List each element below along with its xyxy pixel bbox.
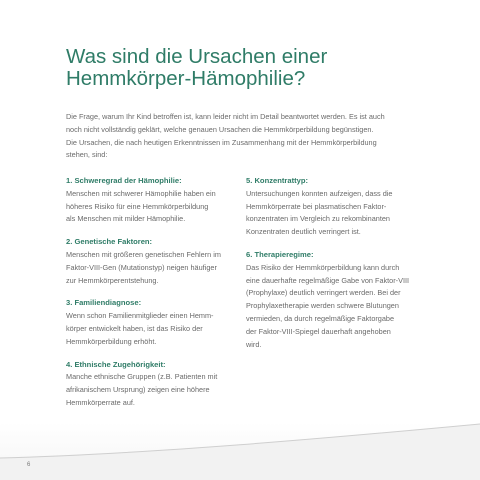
section-text-line: Menschen mit größeren genetischen Fehlern im	[66, 249, 221, 259]
section-text-line: Prophylaxetherapie werden schwere Blutungen	[246, 301, 399, 311]
page-title	[66, 46, 426, 90]
section-text-line: Das Risiko der Hemmkörperbildung kann durch	[246, 262, 400, 272]
section-text-line: Faktor-VIII-Gen (Mutationstyp) neigen häufiger	[66, 262, 217, 272]
right-column	[246, 175, 416, 351]
cause-section	[246, 249, 416, 351]
title-line: Was sind die Ursachen einer	[66, 45, 328, 68]
page-number: 6	[27, 462, 31, 468]
section-text-line: Konzentraten deutlich verringert ist.	[246, 227, 361, 237]
section-text-line: zur Hemmkörperentstehung.	[66, 275, 159, 285]
section-text-line: höheres Risiko für eine Hemmkörperbildung	[66, 201, 209, 211]
cause-section	[66, 236, 236, 287]
intro-paragraph	[66, 111, 426, 162]
intro-line: Die Frage, warum Ihr Kind betroffen ist, kann leider nicht im Detail beantwortet werden. Es ist auch	[66, 112, 385, 121]
section-text-line: Untersuchungen konnten aufzeigen, dass die	[246, 188, 393, 198]
section-heading: 6. Therapieregime:	[246, 249, 314, 259]
section-heading: 5. Konzentrattyp:	[246, 176, 309, 185]
section-text-line: Menschen mit schwerer Hämophilie haben ein	[66, 188, 216, 198]
intro-line: stehen, sind:	[66, 150, 108, 160]
section-text-line: als Menschen mit milder Hämophilie.	[66, 214, 186, 224]
section-text-line: (Prophylaxe) deutlich verringert werden. Bei der	[246, 288, 401, 298]
section-text-line: vermieden, da durch regelmäßige Faktorgabe	[246, 313, 395, 323]
section-text-line: eine dauerhafte regelmäßige Gabe von Faktor-VIII	[246, 275, 410, 285]
cause-section	[66, 297, 236, 348]
section-text-line: der Faktor-VIII-Spiegel dauerhaft angehoben	[246, 326, 391, 336]
section-heading: 3. Familiendiagnose:	[66, 298, 142, 308]
section-text-line: Hemmkörperrate auf.	[66, 397, 135, 407]
section-text-line: Hemmkörperbildung erhöht.	[66, 336, 157, 346]
section-heading: 1. Schweregrad der Hämophilie:	[66, 176, 182, 185]
section-text-line: Hemmkörperrate bei plasmatischen Faktor-	[246, 201, 387, 211]
section-text-line: körper entwickelt haben, ist das Risiko der	[66, 323, 203, 333]
cause-section	[246, 175, 416, 239]
section-text-line: afrikanischem Ursprung) zeigen eine höhere	[66, 385, 210, 395]
title-line: Hemmkörper-Hämophilie?	[66, 67, 306, 90]
section-heading: 4. Ethnische Zugehörigkeit:	[66, 359, 166, 369]
intro-line: noch nicht vollständig geklärt, welche genauen Ursachen die Hemmkörperbildung begünstigen.	[66, 124, 374, 134]
left-column	[66, 175, 236, 410]
section-text-line: Wenn schon Familienmitglieder einen Hemm-	[66, 311, 214, 321]
decorative-swoosh	[0, 418, 480, 480]
section-text-line: konzentraten im Vergleich zu rekombinanten	[246, 214, 390, 224]
section-text-line: wird.	[246, 339, 262, 349]
section-heading: 2. Genetische Faktoren:	[66, 237, 153, 247]
section-text-line: Manche ethnische Gruppen (z.B. Patienten mit	[66, 372, 218, 382]
intro-line: Die Ursachen, die nach heutigen Erkenntnissen im Zusammenhang mit der Hemmkörperbildung	[66, 137, 377, 147]
cause-section	[66, 175, 236, 226]
swoosh-shape	[0, 424, 480, 480]
cause-section	[66, 359, 236, 410]
